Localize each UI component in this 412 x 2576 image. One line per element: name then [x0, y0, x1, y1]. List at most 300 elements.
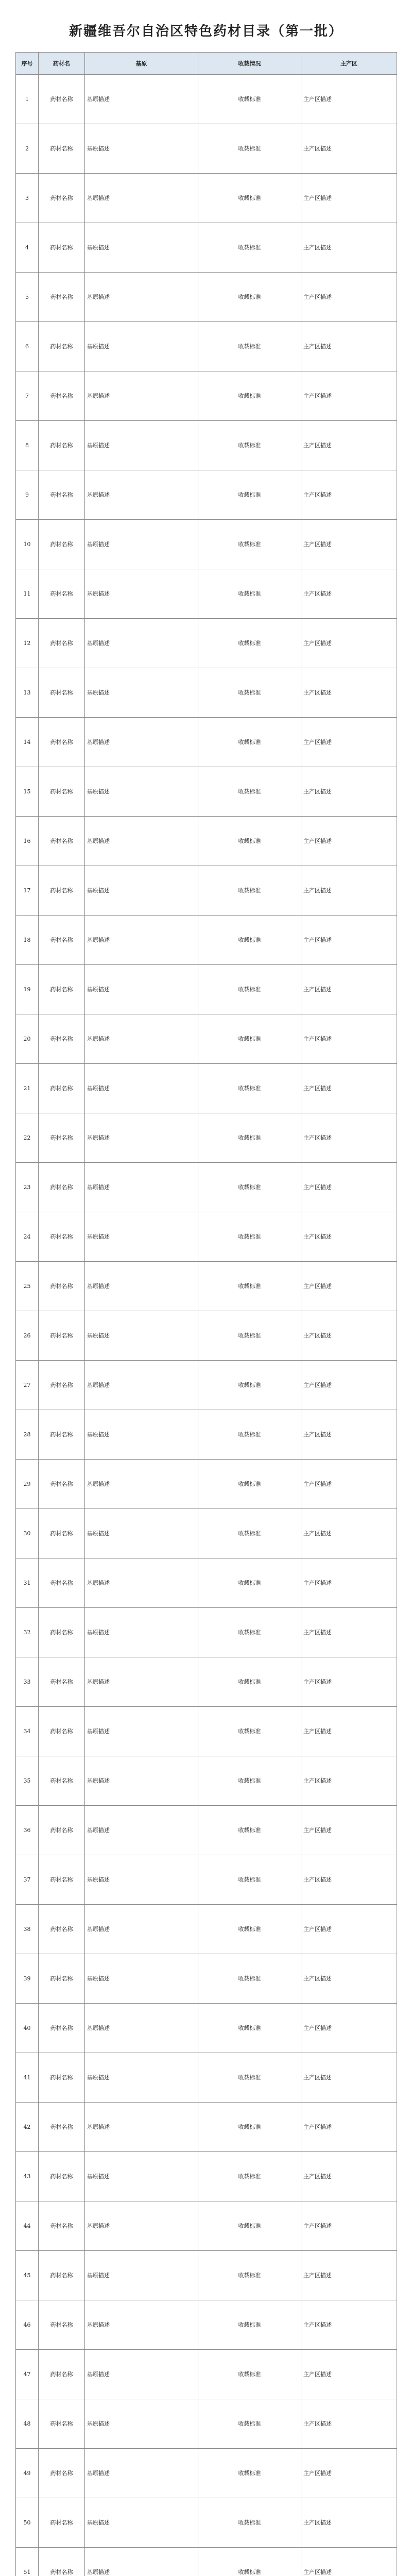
cell-region: 主产区描述	[301, 2300, 397, 2350]
cell-source: 基原描述	[85, 1163, 198, 1212]
cell-name: 药材名称	[39, 174, 85, 223]
cell-index: 35	[16, 1756, 39, 1806]
cell-region: 主产区描述	[301, 1806, 397, 1855]
cell-standard: 收载标准	[198, 421, 301, 470]
cell-region: 主产区描述	[301, 2103, 397, 2152]
cell-region: 主产区描述	[301, 668, 397, 718]
cell-index: 51	[16, 2548, 39, 2576]
cell-standard: 收载标准	[198, 322, 301, 371]
cell-standard: 收载标准	[198, 1707, 301, 1756]
table-row	[16, 75, 397, 124]
cell-source: 基原描述	[85, 1657, 198, 1707]
cell-name: 药材名称	[39, 1806, 85, 1855]
cell-region: 主产区描述	[301, 1113, 397, 1163]
cell-region: 主产区描述	[301, 2053, 397, 2103]
table-row	[16, 1410, 397, 1460]
cell-name: 药材名称	[39, 273, 85, 322]
table-row	[16, 2004, 397, 2053]
cell-name: 药材名称	[39, 619, 85, 668]
cell-name: 药材名称	[39, 1460, 85, 1509]
cell-region: 主产区描述	[301, 2004, 397, 2053]
cell-standard: 收载标准	[198, 2004, 301, 2053]
cell-region: 主产区描述	[301, 470, 397, 520]
table-row	[16, 322, 397, 371]
cell-standard: 收载标准	[198, 1163, 301, 1212]
table-row	[16, 817, 397, 866]
cell-name: 药材名称	[39, 916, 85, 965]
cell-standard: 收载标准	[198, 916, 301, 965]
cell-index: 13	[16, 668, 39, 718]
cell-standard: 收载标准	[198, 371, 301, 421]
cell-name: 药材名称	[39, 1608, 85, 1657]
cell-name: 药材名称	[39, 1163, 85, 1212]
cell-index: 7	[16, 371, 39, 421]
cell-source: 基原描述	[85, 1756, 198, 1806]
cell-index: 6	[16, 322, 39, 371]
table-row	[16, 421, 397, 470]
cell-source: 基原描述	[85, 2548, 198, 2576]
cell-name: 药材名称	[39, 2449, 85, 2498]
table-row	[16, 916, 397, 965]
document-title: 新疆维吾尔自治区特色药材目录（第一批）	[68, 24, 343, 39]
cell-index: 15	[16, 767, 39, 817]
cell-source: 基原描述	[85, 1113, 198, 1163]
cell-source: 基原描述	[85, 322, 198, 371]
cell-standard: 收载标准	[198, 668, 301, 718]
cell-name: 药材名称	[39, 1212, 85, 1262]
cell-name: 药材名称	[39, 2350, 85, 2399]
cell-source: 基原描述	[85, 2300, 198, 2350]
cell-region: 主产区描述	[301, 2350, 397, 2399]
cell-index: 46	[16, 2300, 39, 2350]
cell-source: 基原描述	[85, 1608, 198, 1657]
cell-index: 31	[16, 1558, 39, 1608]
header-cell-name: 药材名	[39, 53, 85, 75]
cell-region: 主产区描述	[301, 1311, 397, 1361]
table-row	[16, 619, 397, 668]
cell-standard: 收载标准	[198, 520, 301, 569]
cell-region: 主产区描述	[301, 1707, 397, 1756]
table-row	[16, 1558, 397, 1608]
catalog-table	[15, 52, 397, 2576]
cell-region: 主产区描述	[301, 1014, 397, 1064]
table-row	[16, 371, 397, 421]
cell-region: 主产区描述	[301, 1361, 397, 1410]
cell-source: 基原描述	[85, 1262, 198, 1311]
cell-name: 药材名称	[39, 1954, 85, 2004]
cell-standard: 收载标准	[198, 2152, 301, 2201]
cell-standard: 收载标准	[198, 965, 301, 1014]
cell-index: 3	[16, 174, 39, 223]
cell-name: 药材名称	[39, 1855, 85, 1905]
cell-standard: 收载标准	[198, 223, 301, 273]
cell-name: 药材名称	[39, 520, 85, 569]
cell-region: 主产区描述	[301, 1756, 397, 1806]
table-row	[16, 1163, 397, 1212]
table-row	[16, 866, 397, 916]
table-row	[16, 1311, 397, 1361]
cell-source: 基原描述	[85, 174, 198, 223]
cell-standard: 收载标准	[198, 1262, 301, 1311]
cell-index: 14	[16, 718, 39, 767]
cell-source: 基原描述	[85, 619, 198, 668]
cell-name: 药材名称	[39, 322, 85, 371]
cell-index: 49	[16, 2449, 39, 2498]
cell-source: 基原描述	[85, 1707, 198, 1756]
table-row	[16, 1361, 397, 1410]
cell-region: 主产区描述	[301, 2152, 397, 2201]
cell-source: 基原描述	[85, 470, 198, 520]
cell-name: 药材名称	[39, 1905, 85, 1954]
cell-name: 药材名称	[39, 718, 85, 767]
cell-standard: 收载标准	[198, 75, 301, 124]
cell-source: 基原描述	[85, 866, 198, 916]
cell-region: 主产区描述	[301, 273, 397, 322]
table-row	[16, 124, 397, 174]
cell-source: 基原描述	[85, 421, 198, 470]
cell-name: 药材名称	[39, 75, 85, 124]
cell-standard: 收载标准	[198, 1361, 301, 1410]
cell-source: 基原描述	[85, 2399, 198, 2449]
cell-standard: 收载标准	[198, 1212, 301, 1262]
cell-index: 28	[16, 1410, 39, 1460]
cell-index: 30	[16, 1509, 39, 1558]
cell-index: 45	[16, 2251, 39, 2300]
table-row	[16, 273, 397, 322]
cell-region: 主产区描述	[301, 1212, 397, 1262]
cell-name: 药材名称	[39, 965, 85, 1014]
cell-source: 基原描述	[85, 1014, 198, 1064]
cell-region: 主产区描述	[301, 1954, 397, 2004]
header-cell-index: 序号	[16, 53, 39, 75]
cell-region: 主产区描述	[301, 1657, 397, 1707]
table-row	[16, 767, 397, 817]
cell-index: 2	[16, 124, 39, 174]
cell-standard: 收载标准	[198, 1410, 301, 1460]
cell-region: 主产区描述	[301, 569, 397, 619]
cell-name: 药材名称	[39, 2548, 85, 2576]
cell-source: 基原描述	[85, 1905, 198, 1954]
cell-standard: 收载标准	[198, 2053, 301, 2103]
cell-standard: 收载标准	[198, 1905, 301, 1954]
table-row	[16, 1657, 397, 1707]
cell-index: 27	[16, 1361, 39, 1410]
cell-source: 基原描述	[85, 767, 198, 817]
cell-name: 药材名称	[39, 371, 85, 421]
cell-name: 药材名称	[39, 2103, 85, 2152]
cell-standard: 收载标准	[198, 1113, 301, 1163]
cell-source: 基原描述	[85, 2449, 198, 2498]
cell-standard: 收载标准	[198, 1460, 301, 1509]
header-cell-standard: 收载情况	[198, 53, 301, 75]
cell-name: 药材名称	[39, 1014, 85, 1064]
cell-index: 10	[16, 520, 39, 569]
cell-source: 基原描述	[85, 2350, 198, 2399]
cell-index: 44	[16, 2201, 39, 2251]
table-row	[16, 718, 397, 767]
cell-source: 基原描述	[85, 1855, 198, 1905]
cell-index: 36	[16, 1806, 39, 1855]
cell-region: 主产区描述	[301, 1905, 397, 1954]
cell-name: 药材名称	[39, 1707, 85, 1756]
cell-name: 药材名称	[39, 817, 85, 866]
cell-standard: 收载标准	[198, 1509, 301, 1558]
cell-index: 26	[16, 1311, 39, 1361]
cell-source: 基原描述	[85, 2201, 198, 2251]
cell-standard: 收载标准	[198, 2350, 301, 2399]
cell-region: 主产区描述	[301, 1460, 397, 1509]
cell-standard: 收载标准	[198, 1311, 301, 1361]
cell-region: 主产区描述	[301, 2399, 397, 2449]
cell-standard: 收载标准	[198, 2201, 301, 2251]
table-row	[16, 2548, 397, 2576]
cell-region: 主产区描述	[301, 2251, 397, 2300]
cell-source: 基原描述	[85, 520, 198, 569]
cell-source: 基原描述	[85, 668, 198, 718]
cell-name: 药材名称	[39, 569, 85, 619]
cell-region: 主产区描述	[301, 1163, 397, 1212]
table-row	[16, 1509, 397, 1558]
table-row	[16, 1954, 397, 2004]
cell-name: 药材名称	[39, 1558, 85, 1608]
cell-region: 主产区描述	[301, 1608, 397, 1657]
cell-region: 主产区描述	[301, 916, 397, 965]
table-row	[16, 2350, 397, 2399]
table-row	[16, 1806, 397, 1855]
cell-index: 18	[16, 916, 39, 965]
cell-region: 主产区描述	[301, 2498, 397, 2548]
table-row	[16, 2399, 397, 2449]
cell-index: 41	[16, 2053, 39, 2103]
cell-source: 基原描述	[85, 718, 198, 767]
cell-standard: 收载标准	[198, 718, 301, 767]
table-body	[16, 75, 397, 2576]
cell-source: 基原描述	[85, 273, 198, 322]
cell-source: 基原描述	[85, 1806, 198, 1855]
table-row	[16, 520, 397, 569]
cell-region: 主产区描述	[301, 322, 397, 371]
cell-index: 19	[16, 965, 39, 1014]
cell-standard: 收载标准	[198, 2300, 301, 2350]
cell-name: 药材名称	[39, 2201, 85, 2251]
cell-standard: 收载标准	[198, 1855, 301, 1905]
cell-index: 25	[16, 1262, 39, 1311]
cell-source: 基原描述	[85, 1311, 198, 1361]
cell-source: 基原描述	[85, 2251, 198, 2300]
cell-region: 主产区描述	[301, 1509, 397, 1558]
cell-standard: 收载标准	[198, 2498, 301, 2548]
table-row	[16, 1608, 397, 1657]
cell-index: 34	[16, 1707, 39, 1756]
cell-source: 基原描述	[85, 1460, 198, 1509]
cell-index: 47	[16, 2350, 39, 2399]
cell-region: 主产区描述	[301, 421, 397, 470]
cell-source: 基原描述	[85, 223, 198, 273]
table-row	[16, 1460, 397, 1509]
cell-index: 50	[16, 2498, 39, 2548]
cell-standard: 收载标准	[198, 619, 301, 668]
cell-name: 药材名称	[39, 2399, 85, 2449]
cell-standard: 收载标准	[198, 2548, 301, 2576]
cell-name: 药材名称	[39, 1361, 85, 1410]
table-row	[16, 223, 397, 273]
header-cell-source: 基原	[85, 53, 198, 75]
cell-standard: 收载标准	[198, 124, 301, 174]
cell-standard: 收载标准	[198, 1608, 301, 1657]
table-row	[16, 2498, 397, 2548]
cell-index: 16	[16, 817, 39, 866]
cell-index: 21	[16, 1064, 39, 1113]
cell-name: 药材名称	[39, 1509, 85, 1558]
cell-source: 基原描述	[85, 1558, 198, 1608]
table-row	[16, 470, 397, 520]
cell-source: 基原描述	[85, 569, 198, 619]
cell-region: 主产区描述	[301, 1558, 397, 1608]
cell-source: 基原描述	[85, 2498, 198, 2548]
cell-name: 药材名称	[39, 223, 85, 273]
cell-index: 17	[16, 866, 39, 916]
cell-standard: 收载标准	[198, 1806, 301, 1855]
cell-name: 药材名称	[39, 1262, 85, 1311]
cell-index: 11	[16, 569, 39, 619]
cell-source: 基原描述	[85, 1064, 198, 1113]
cell-region: 主产区描述	[301, 1262, 397, 1311]
cell-standard: 收载标准	[198, 817, 301, 866]
cell-index: 37	[16, 1855, 39, 1905]
cell-name: 药材名称	[39, 1113, 85, 1163]
cell-region: 主产区描述	[301, 2548, 397, 2576]
cell-name: 药材名称	[39, 1311, 85, 1361]
cell-name: 药材名称	[39, 2300, 85, 2350]
cell-standard: 收载标准	[198, 1014, 301, 1064]
cell-standard: 收载标准	[198, 1558, 301, 1608]
cell-index: 42	[16, 2103, 39, 2152]
cell-name: 药材名称	[39, 2498, 85, 2548]
cell-region: 主产区描述	[301, 619, 397, 668]
cell-index: 39	[16, 1954, 39, 2004]
cell-name: 药材名称	[39, 470, 85, 520]
table-row	[16, 1905, 397, 1954]
cell-source: 基原描述	[85, 2103, 198, 2152]
table-row	[16, 668, 397, 718]
cell-source: 基原描述	[85, 124, 198, 174]
cell-standard: 收载标准	[198, 866, 301, 916]
table-row	[16, 965, 397, 1014]
table-row	[16, 2152, 397, 2201]
cell-region: 主产区描述	[301, 1410, 397, 1460]
cell-name: 药材名称	[39, 2152, 85, 2201]
cell-region: 主产区描述	[301, 2201, 397, 2251]
table-row	[16, 2103, 397, 2152]
table-row	[16, 2251, 397, 2300]
cell-standard: 收载标准	[198, 569, 301, 619]
cell-index: 1	[16, 75, 39, 124]
header-cell-region: 主产区	[301, 53, 397, 75]
cell-name: 药材名称	[39, 2251, 85, 2300]
cell-name: 药材名称	[39, 1064, 85, 1113]
cell-region: 主产区描述	[301, 965, 397, 1014]
cell-source: 基原描述	[85, 1410, 198, 1460]
cell-standard: 收载标准	[198, 2251, 301, 2300]
cell-source: 基原描述	[85, 1212, 198, 1262]
cell-index: 5	[16, 273, 39, 322]
cell-region: 主产区描述	[301, 371, 397, 421]
cell-source: 基原描述	[85, 916, 198, 965]
cell-region: 主产区描述	[301, 866, 397, 916]
cell-standard: 收载标准	[198, 273, 301, 322]
cell-source: 基原描述	[85, 75, 198, 124]
cell-standard: 收载标准	[198, 2103, 301, 2152]
cell-standard: 收载标准	[198, 767, 301, 817]
cell-index: 12	[16, 619, 39, 668]
cell-region: 主产区描述	[301, 75, 397, 124]
cell-index: 22	[16, 1113, 39, 1163]
cell-name: 药材名称	[39, 124, 85, 174]
cell-index: 23	[16, 1163, 39, 1212]
cell-index: 9	[16, 470, 39, 520]
cell-region: 主产区描述	[301, 1064, 397, 1113]
table-row	[16, 2201, 397, 2251]
table-row	[16, 1113, 397, 1163]
cell-region: 主产区描述	[301, 124, 397, 174]
cell-index: 24	[16, 1212, 39, 1262]
table-row	[16, 1262, 397, 1311]
table-row	[16, 1014, 397, 1064]
cell-index: 40	[16, 2004, 39, 2053]
cell-source: 基原描述	[85, 371, 198, 421]
cell-name: 药材名称	[39, 2053, 85, 2103]
table-row	[16, 1855, 397, 1905]
table-row	[16, 1212, 397, 1262]
cell-region: 主产区描述	[301, 718, 397, 767]
cell-standard: 收载标准	[198, 1657, 301, 1707]
cell-standard: 收载标准	[198, 470, 301, 520]
cell-region: 主产区描述	[301, 520, 397, 569]
cell-name: 药材名称	[39, 2004, 85, 2053]
cell-index: 33	[16, 1657, 39, 1707]
cell-standard: 收载标准	[198, 2399, 301, 2449]
cell-region: 主产区描述	[301, 174, 397, 223]
cell-standard: 收载标准	[198, 174, 301, 223]
cell-standard: 收载标准	[198, 1064, 301, 1113]
cell-index: 8	[16, 421, 39, 470]
table-row	[16, 1707, 397, 1756]
cell-source: 基原描述	[85, 2152, 198, 2201]
cell-index: 29	[16, 1460, 39, 1509]
cell-region: 主产区描述	[301, 223, 397, 273]
table-row	[16, 2300, 397, 2350]
header-row	[16, 53, 397, 75]
cell-index: 43	[16, 2152, 39, 2201]
table-row	[16, 2053, 397, 2103]
cell-standard: 收载标准	[198, 2449, 301, 2498]
cell-region: 主产区描述	[301, 767, 397, 817]
cell-region: 主产区描述	[301, 817, 397, 866]
cell-name: 药材名称	[39, 668, 85, 718]
cell-source: 基原描述	[85, 1361, 198, 1410]
cell-region: 主产区描述	[301, 1855, 397, 1905]
cell-source: 基原描述	[85, 1954, 198, 2004]
cell-standard: 收载标准	[198, 1954, 301, 2004]
cell-source: 基原描述	[85, 2053, 198, 2103]
cell-name: 药材名称	[39, 1657, 85, 1707]
cell-source: 基原描述	[85, 965, 198, 1014]
cell-source: 基原描述	[85, 1509, 198, 1558]
cell-name: 药材名称	[39, 866, 85, 916]
cell-source: 基原描述	[85, 2004, 198, 2053]
cell-index: 48	[16, 2399, 39, 2449]
cell-index: 4	[16, 223, 39, 273]
